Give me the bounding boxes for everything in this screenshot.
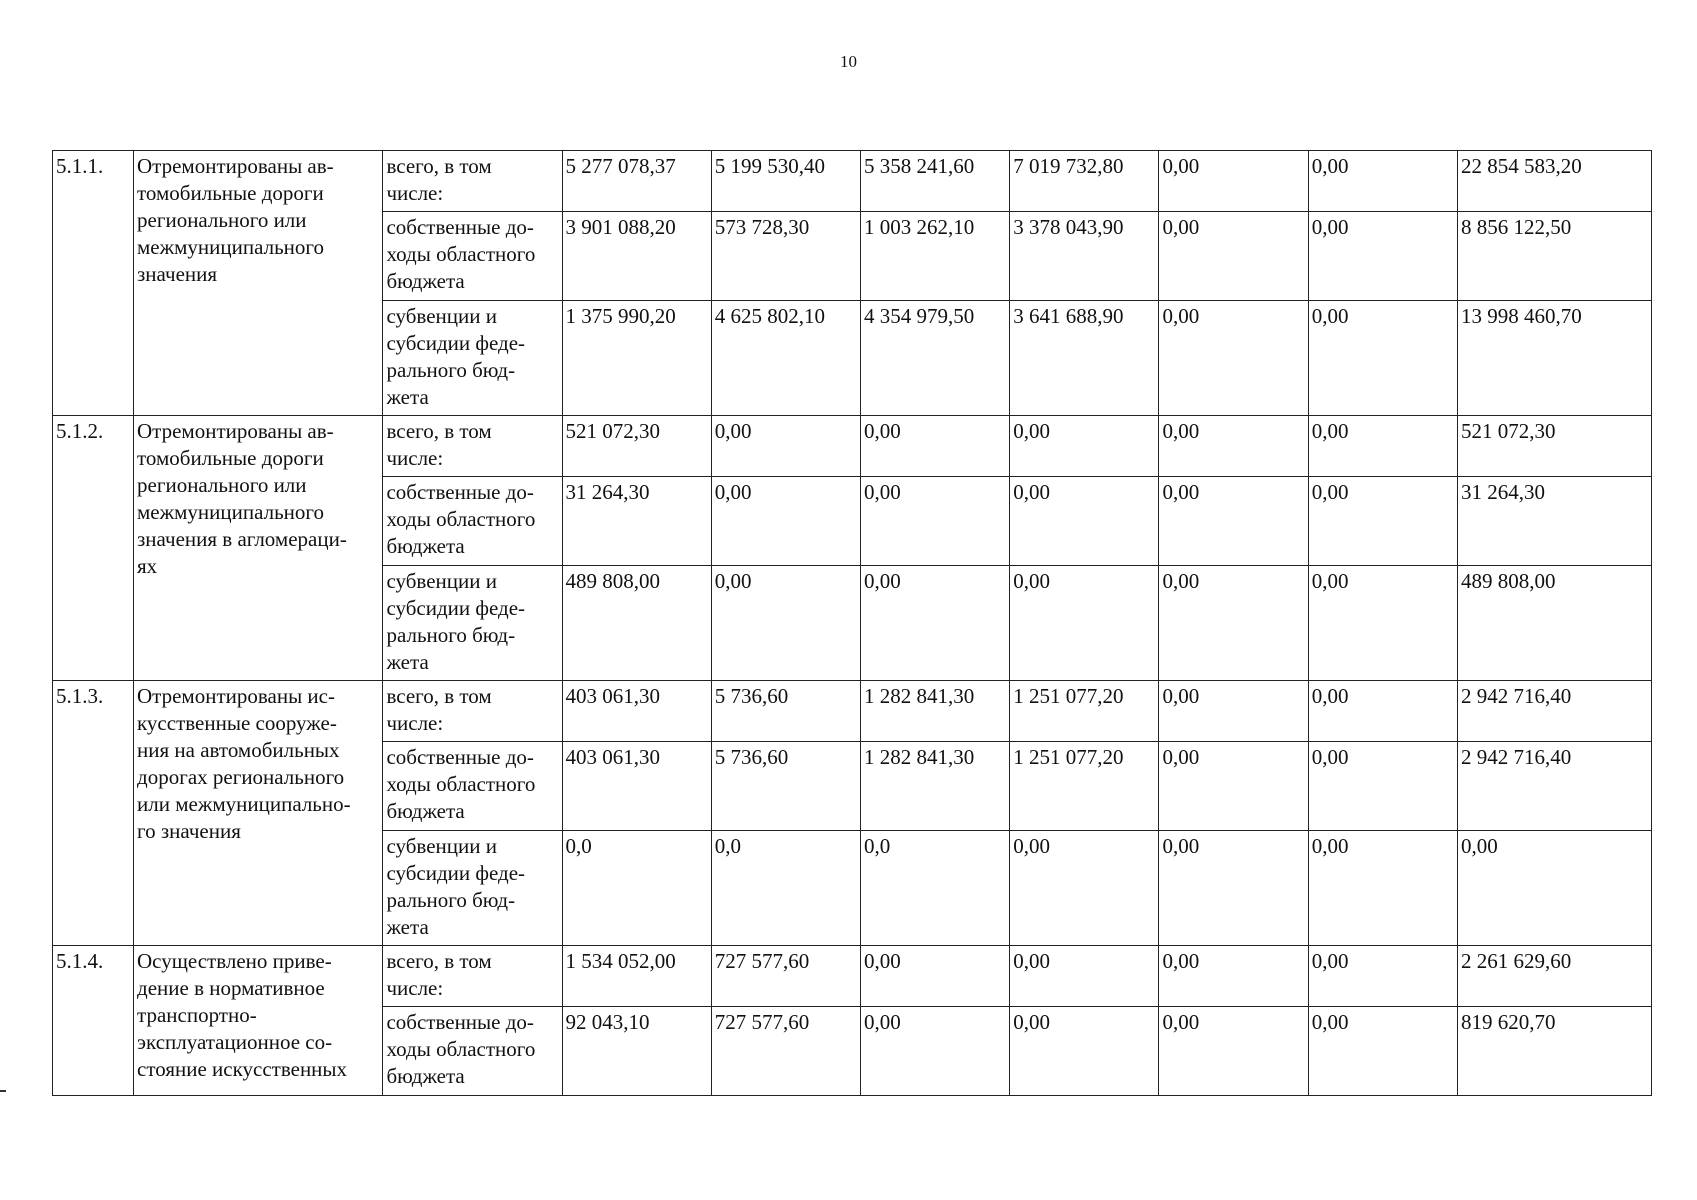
amount-value: 92 043,10 (562, 1007, 711, 1096)
funding-source-line: числе: (386, 711, 444, 735)
amount-value: 0,00 (1308, 681, 1457, 742)
funding-source-line: числе: (386, 181, 444, 205)
funding-source-line: бюджета (386, 269, 465, 293)
table-row (53, 946, 1652, 1007)
amount-value: 1 534 052,00 (562, 946, 711, 1007)
table-row (53, 416, 1652, 477)
amount-value: 0,0 (711, 831, 860, 946)
funding-source-line: собственные до- (386, 1010, 534, 1034)
amount-value: 489 808,00 (562, 566, 711, 681)
funding-source-line: собственные до- (386, 745, 534, 769)
description-line: межмуниципального (137, 235, 325, 259)
amount-value: 1 282 841,30 (861, 681, 1010, 742)
amount-value: 0,00 (1159, 477, 1308, 566)
amount-value: 1 251 077,20 (1010, 742, 1159, 831)
amount-value: 0,00 (861, 477, 1010, 566)
amount-value: 0,00 (1159, 151, 1308, 212)
funding-source-line: субвенции и (386, 304, 497, 328)
funding-source-line: рального бюд- (386, 623, 516, 647)
amount-value: 0,00 (1308, 566, 1457, 681)
amount-value: 5 358 241,60 (861, 151, 1010, 212)
amount-value: 403 061,30 (562, 681, 711, 742)
funding-source-line: ходы областного (386, 1037, 536, 1061)
amount-value: 7 019 732,80 (1010, 151, 1159, 212)
description-line: томобильные дороги (137, 181, 324, 205)
description-line: эксплуатационное со- (137, 1030, 333, 1054)
funding-source-line: субсидии феде- (386, 331, 526, 355)
amount-value: 0,00 (1159, 1007, 1308, 1096)
amount-value: 727 577,60 (711, 946, 860, 1007)
funding-source (383, 212, 562, 301)
page-number: 10 (840, 52, 857, 71)
total-value: 0,00 (1457, 831, 1651, 946)
amount-value: 0,00 (1308, 831, 1457, 946)
row-description (134, 416, 383, 681)
margin-mark (0, 1090, 6, 1092)
funding-source-line: ходы областного (386, 507, 536, 531)
description-line: Отремонтированы ис- (137, 684, 335, 708)
amount-value: 0,00 (1308, 416, 1457, 477)
amount-value: 3 901 088,20 (562, 212, 711, 301)
budget-table (52, 150, 1652, 1096)
total-value: 22 854 583,20 (1457, 151, 1651, 212)
amount-value: 0,00 (1010, 831, 1159, 946)
description-line: томобильные дороги (137, 446, 324, 470)
description-line: дорогах регионального (137, 765, 345, 789)
funding-source (383, 742, 562, 831)
amount-value: 0,00 (1308, 477, 1457, 566)
row-description (134, 681, 383, 946)
total-value: 2 942 716,40 (1457, 681, 1651, 742)
amount-value: 0,0 (562, 831, 711, 946)
amount-value: 3 378 043,90 (1010, 212, 1159, 301)
funding-source-line: числе: (386, 976, 444, 1000)
amount-value: 0,00 (1010, 946, 1159, 1007)
description-line: Отремонтированы ав- (137, 419, 334, 443)
description-line: ния на автомобильных (137, 738, 340, 762)
funding-source (383, 831, 562, 946)
description-line: транспортно- (137, 1003, 257, 1027)
amount-value: 0,00 (1010, 1007, 1159, 1096)
amount-value: 0,00 (861, 1007, 1010, 1096)
row-code: 5.1.3. (53, 681, 134, 946)
amount-value: 4 354 979,50 (861, 301, 1010, 416)
total-value: 521 072,30 (1457, 416, 1651, 477)
amount-value: 5 199 530,40 (711, 151, 860, 212)
description-line: Отремонтированы ав- (137, 154, 334, 178)
funding-source (383, 946, 562, 1007)
funding-source-line: субвенции и (386, 569, 497, 593)
description-line: или межмуниципально- (137, 792, 351, 816)
amount-value: 0,00 (1159, 681, 1308, 742)
amount-value: 0,00 (861, 566, 1010, 681)
funding-source-line: всего, в том (386, 154, 492, 178)
description-line: Осуществлено приве- (137, 949, 332, 973)
amount-value: 0,00 (861, 946, 1010, 1007)
amount-value: 0,00 (1308, 151, 1457, 212)
table-body (53, 151, 1652, 1096)
funding-source-line: бюджета (386, 799, 465, 823)
total-value: 2 942 716,40 (1457, 742, 1651, 831)
amount-value: 403 061,30 (562, 742, 711, 831)
description-line: регионального или (137, 473, 307, 497)
amount-value: 0,00 (711, 477, 860, 566)
amount-value: 0,00 (1159, 301, 1308, 416)
description-line: дение в нормативное (137, 976, 325, 1000)
total-value: 31 264,30 (1457, 477, 1651, 566)
row-code: 5.1.2. (53, 416, 134, 681)
funding-source (383, 301, 562, 416)
description-line: регионального или (137, 208, 307, 232)
amount-value: 0,00 (1159, 831, 1308, 946)
amount-value: 1 375 990,20 (562, 301, 711, 416)
amount-value: 0,00 (711, 416, 860, 477)
table-row (53, 681, 1652, 742)
funding-source-line: всего, в том (386, 949, 492, 973)
amount-value: 5 277 078,37 (562, 151, 711, 212)
amount-value: 0,00 (1010, 477, 1159, 566)
description-line: стояние искусственных (137, 1057, 348, 1081)
amount-value: 0,00 (1159, 416, 1308, 477)
funding-source-line: числе: (386, 446, 444, 470)
funding-source-line: жета (386, 385, 429, 409)
funding-source-line: жета (386, 915, 429, 939)
row-code: 5.1.4. (53, 946, 134, 1096)
amount-value: 4 625 802,10 (711, 301, 860, 416)
funding-source-line: субсидии феде- (386, 861, 526, 885)
description-line: межмуниципального (137, 500, 325, 524)
amount-value: 727 577,60 (711, 1007, 860, 1096)
total-value: 13 998 460,70 (1457, 301, 1651, 416)
amount-value: 1 282 841,30 (861, 742, 1010, 831)
description-line: ях (137, 554, 158, 578)
table-row (53, 151, 1652, 212)
amount-value: 0,00 (1308, 301, 1457, 416)
funding-source-line: бюджета (386, 1064, 465, 1088)
funding-source (383, 1007, 562, 1096)
total-value: 8 856 122,50 (1457, 212, 1651, 301)
total-value: 2 261 629,60 (1457, 946, 1651, 1007)
funding-source (383, 477, 562, 566)
amount-value: 1 003 262,10 (861, 212, 1010, 301)
amount-value: 0,00 (1308, 946, 1457, 1007)
description-line: го значения (137, 819, 241, 843)
amount-value: 0,0 (861, 831, 1010, 946)
funding-source-line: жета (386, 650, 429, 674)
description-line: кусственные сооруже- (137, 711, 337, 735)
funding-source-line: собственные до- (386, 480, 534, 504)
funding-source-line: рального бюд- (386, 358, 516, 382)
amount-value: 521 072,30 (562, 416, 711, 477)
amount-value: 0,00 (1308, 212, 1457, 301)
funding-source-line: ходы областного (386, 772, 536, 796)
description-line: значения в агломераци- (137, 527, 347, 551)
amount-value: 573 728,30 (711, 212, 860, 301)
amount-value: 0,00 (1159, 212, 1308, 301)
amount-value: 5 736,60 (711, 742, 860, 831)
funding-source (383, 151, 562, 212)
amount-value: 0,00 (1308, 742, 1457, 831)
amount-value: 0,00 (1308, 1007, 1457, 1096)
row-code: 5.1.1. (53, 151, 134, 416)
funding-source-line: всего, в том (386, 419, 492, 443)
funding-source-line: ходы областного (386, 242, 536, 266)
funding-source-line: субсидии феде- (386, 596, 526, 620)
amount-value: 0,00 (1010, 566, 1159, 681)
amount-value: 0,00 (1159, 566, 1308, 681)
amount-value: 1 251 077,20 (1010, 681, 1159, 742)
funding-source (383, 566, 562, 681)
amount-value: 31 264,30 (562, 477, 711, 566)
amount-value: 5 736,60 (711, 681, 860, 742)
amount-value: 0,00 (861, 416, 1010, 477)
amount-value: 0,00 (1159, 742, 1308, 831)
funding-source-line: рального бюд- (386, 888, 516, 912)
amount-value: 0,00 (1159, 946, 1308, 1007)
funding-source-line: всего, в том (386, 684, 492, 708)
funding-source (383, 681, 562, 742)
row-description (134, 151, 383, 416)
amount-value: 3 641 688,90 (1010, 301, 1159, 416)
amount-value: 0,00 (711, 566, 860, 681)
funding-source (383, 416, 562, 477)
amount-value: 0,00 (1010, 416, 1159, 477)
total-value: 489 808,00 (1457, 566, 1651, 681)
total-value: 819 620,70 (1457, 1007, 1651, 1096)
row-description (134, 946, 383, 1096)
description-line: значения (137, 262, 218, 286)
funding-source-line: субвенции и (386, 834, 497, 858)
funding-source-line: бюджета (386, 534, 465, 558)
funding-source-line: собственные до- (386, 215, 534, 239)
